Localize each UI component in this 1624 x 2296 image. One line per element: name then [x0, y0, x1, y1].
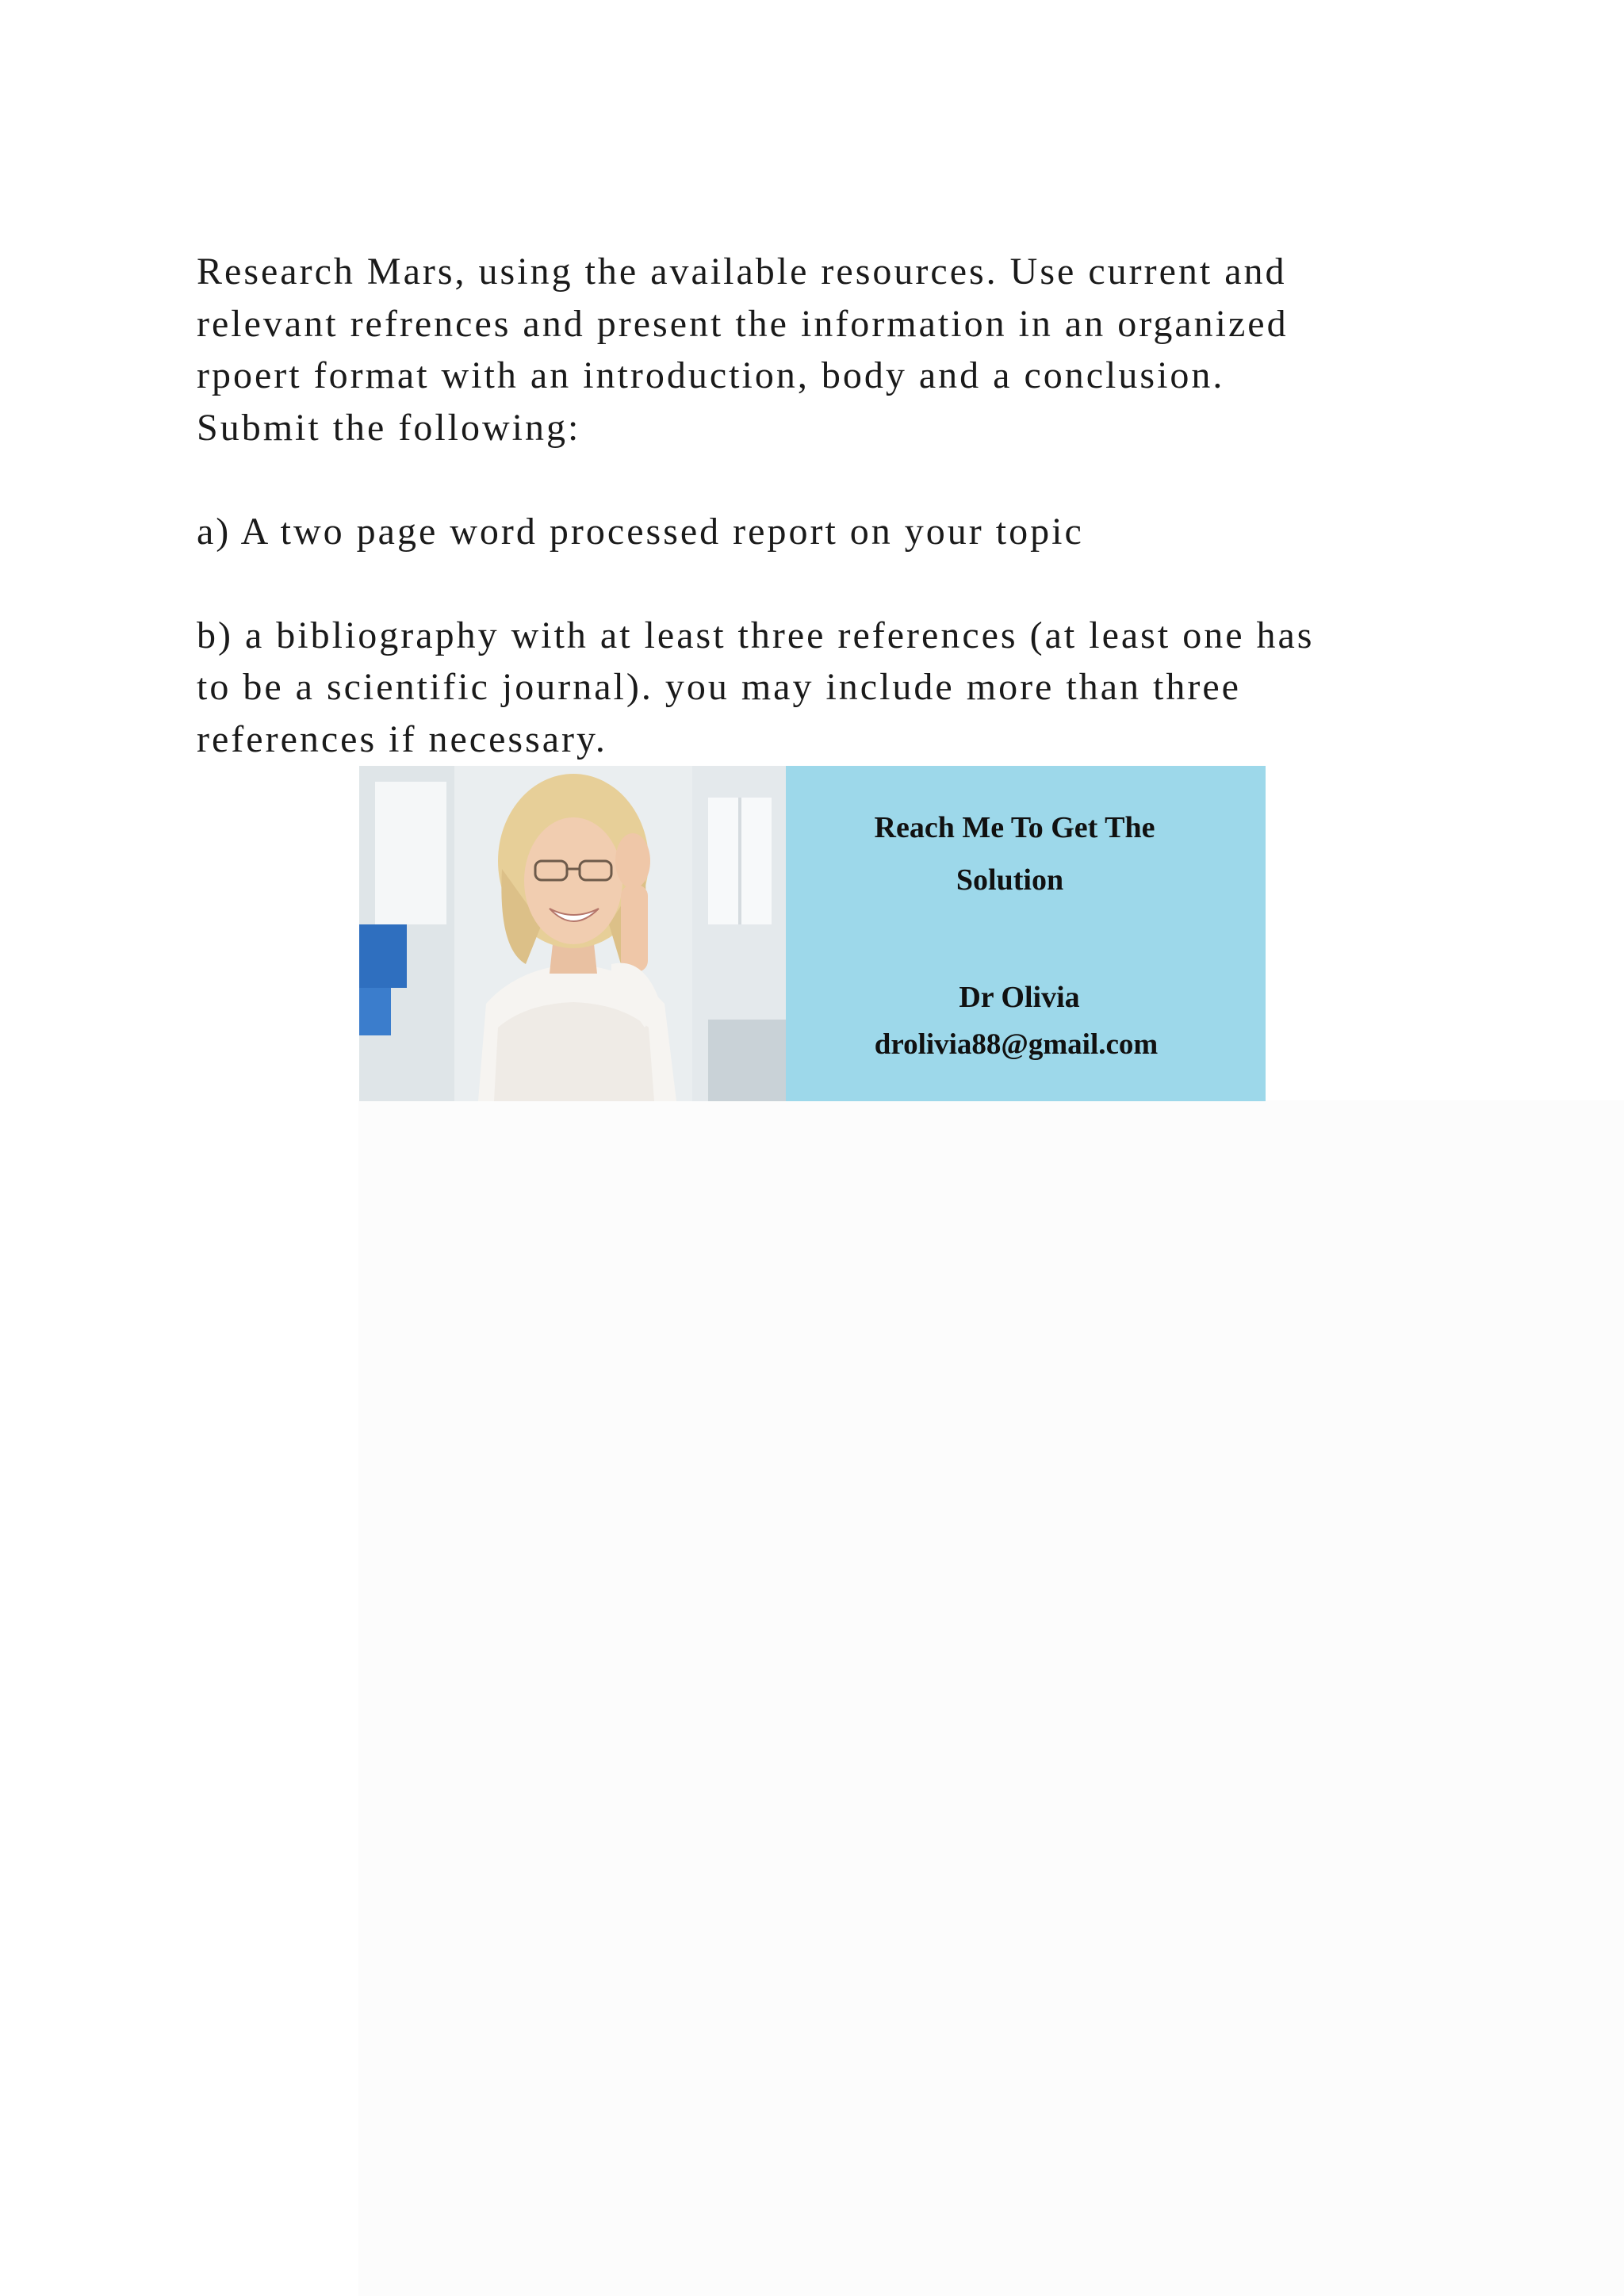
- text-line: Submit the following:: [197, 406, 581, 449]
- assignment-text: [197, 246, 1450, 765]
- text-line: relevant refrences and present the information in an organized: [197, 302, 1289, 345]
- contact-name: Dr Olivia: [959, 981, 1080, 1014]
- woman-photo: [359, 766, 786, 1101]
- text-line: b) a bibliography with at least three references (at least one has: [197, 614, 1315, 656]
- woman-with-glasses-image: [359, 766, 786, 1101]
- contact-banner: [359, 766, 1266, 1101]
- paragraph-gap: [197, 557, 1450, 610]
- text-line: Research Mars, using the available resources. Use current and: [197, 251, 1287, 293]
- text-line: references if necessary.: [197, 718, 607, 760]
- text-line: a) A two page word processed report on your topic: [197, 510, 1084, 553]
- paragraph-gap: [197, 453, 1450, 506]
- text-line: rpoert format with an introduction, body and a conclusion.: [197, 354, 1225, 396]
- call-to-action-line: Reach Me To Get The: [874, 811, 1155, 844]
- blank-area: [358, 1100, 1624, 2296]
- call-to-action-line: Solution: [956, 863, 1064, 897]
- contact-email: drolivia88@gmail.com: [874, 1028, 1159, 1061]
- text-line: to be a scientific journal). you may include more than three: [197, 666, 1241, 708]
- contact-info-panel: [786, 766, 1266, 1101]
